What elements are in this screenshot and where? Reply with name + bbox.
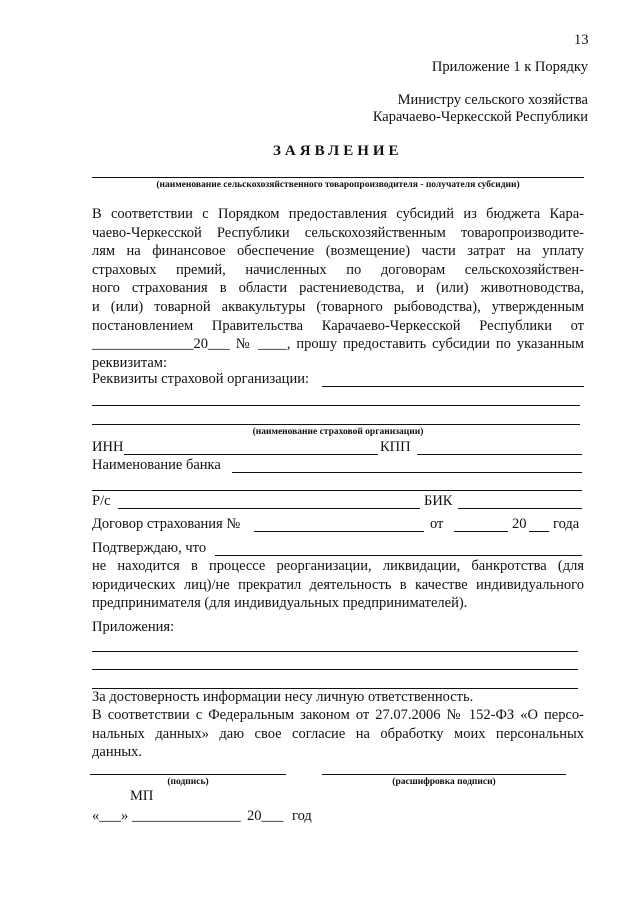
confirm-line: предпринимателя (для индивидуальных предпринимателей).	[92, 595, 468, 612]
confirm-line: не находится в процессе реорганизации, ликвидации, банкротства (для	[92, 558, 584, 574]
consent-line: нальных данных» даю свое согласие на обработку моих персональных	[92, 725, 584, 742]
contract-number-line[interactable]	[254, 531, 424, 532]
intro-line: и (или) товарной аквакультуры (товарного рыбоводства), утвержденным	[92, 298, 584, 315]
contract-label: Договор страхования №	[92, 516, 241, 532]
addressee-line-2: Карачаево-Черкесской Республики	[372, 109, 588, 125]
signature-decode-line[interactable]	[322, 774, 566, 775]
rs-field-line[interactable]	[118, 508, 420, 509]
signature-caption: (подпись)	[167, 777, 209, 787]
intro-line: ного страхования в области растениеводства, и (или) животноводства,	[92, 280, 584, 297]
signature-line[interactable]	[90, 774, 286, 775]
document-title: ЗАЯВЛЕНИЕ	[273, 143, 403, 159]
insurer-field-line[interactable]	[92, 405, 580, 406]
consent-line: В соответствии с Федеральным законом от 27.07.2006 № 152-ФЗ «О персо-	[92, 707, 584, 723]
inn-label: ИНН	[92, 439, 124, 455]
contract-year-suffix: года	[553, 516, 580, 532]
intro-line: ______________20___ № ____, прошу предоставить субсидии по указанным	[92, 336, 584, 353]
appendix-note: Приложение 1 к Порядку	[431, 59, 588, 75]
bank-field-line[interactable]	[92, 490, 582, 491]
bik-label: БИК	[424, 493, 453, 509]
applicant-caption: (наименование сельскохозяйственного товаропроизводителя - получателя субсидии)	[156, 180, 520, 190]
applicant-name-line	[92, 177, 584, 178]
attachments-label: Приложения:	[92, 619, 175, 635]
rs-label: Р/с	[92, 493, 111, 509]
contract-year-prefix: 20	[512, 516, 527, 532]
attachment-line[interactable]	[92, 651, 578, 652]
kpp-field-line[interactable]	[417, 454, 582, 455]
intro-line: реквизитам:	[92, 354, 167, 371]
bik-field-line[interactable]	[458, 508, 582, 509]
insurer-caption: (наименование страховой организации)	[252, 427, 424, 437]
bank-field-line[interactable]	[232, 472, 582, 473]
inn-field-line[interactable]	[124, 454, 378, 455]
date-suffix: год	[292, 808, 312, 824]
signature-decode-caption: (расшифровка подписи)	[392, 777, 496, 787]
intro-line: постановлением Правительства Карачаево-Черкесской Республики от	[92, 317, 584, 334]
intro-paragraph	[92, 205, 584, 372]
confirm-paragraph	[92, 557, 584, 613]
insurer-field-line[interactable]	[92, 424, 580, 425]
contract-date-line[interactable]	[454, 531, 508, 532]
addressee-line-1: Министру сельского хозяйства	[397, 92, 588, 108]
consent-paragraph	[92, 706, 584, 762]
contract-from-label: от	[430, 516, 444, 532]
responsibility-statement: За достоверность информации несу личную ответственность.	[92, 689, 474, 705]
date-day: «___»	[92, 808, 129, 824]
date-month: _______________	[132, 808, 241, 824]
confirm-line: юридических лиц)/не прекратил деятельность в качестве индивидуального	[92, 576, 584, 593]
stamp-label: МП	[130, 788, 154, 804]
attachment-line[interactable]	[92, 669, 578, 670]
contract-year-line[interactable]	[529, 531, 549, 532]
intro-line: лям на финансовое обеспечение (возмещение) части затрат на уплату	[92, 243, 584, 260]
kpp-label: КПП	[380, 439, 411, 455]
bank-label: Наименование банка	[92, 457, 221, 473]
page-number: 13	[574, 32, 589, 48]
confirm-label: Подтверждаю, что	[92, 540, 207, 556]
insurer-label: Реквизиты страховой организации:	[92, 371, 309, 387]
confirm-field-line[interactable]	[215, 555, 582, 556]
intro-line: В соответствии с Порядком предоставления субсидий из бюджета Кара-	[92, 206, 584, 222]
insurer-field-line[interactable]	[322, 386, 584, 387]
intro-line: чаево-Черкесской Республики сельскохозяйственным товаропроизводите-	[92, 224, 584, 241]
consent-line: данных.	[92, 744, 142, 761]
date-year: 20___	[247, 808, 284, 824]
intro-line: страховых премий, начисленных по договорам сельскохозяйствен-	[92, 261, 584, 278]
